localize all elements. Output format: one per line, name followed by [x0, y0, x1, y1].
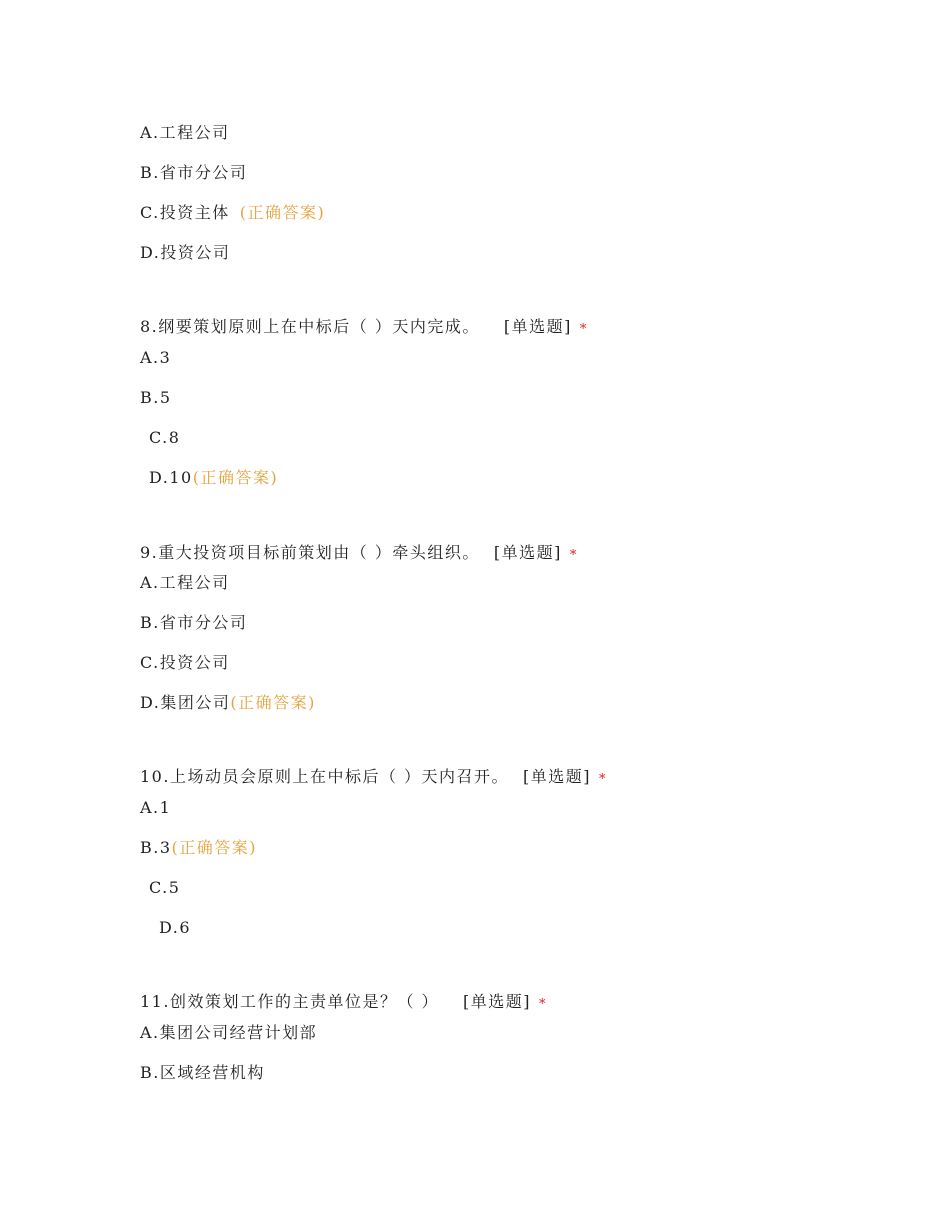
option-q10-d: D.6: [159, 918, 192, 937]
option-q10-c: C.5: [149, 878, 181, 897]
question-9-title: 9.重大投资项目标前策划由（ ）牵头组织。 [单选题] *: [140, 543, 578, 563]
question-type-tag: [单选题]: [523, 767, 592, 786]
option-q9-c: C.投资公司: [140, 653, 230, 672]
option-q7-c: C.投资主体 (正确答案): [140, 203, 326, 222]
option-q11-a: A.集团公司经营计划部: [140, 1023, 318, 1042]
option-q7-a: A.工程公司: [140, 123, 230, 142]
question-10-title: 10.上场动员会原则上在中标后（ ）天内召开。 [单选题] *: [140, 767, 608, 787]
required-star: *: [569, 548, 578, 563]
correct-answer-badge: (正确答案): [239, 203, 326, 222]
required-star: *: [539, 997, 548, 1012]
question-8-title: 8.纲要策划原则上在中标后（ ）天内完成。 [单选题] *: [140, 317, 588, 337]
option-q9-b: B.省市分公司: [140, 613, 248, 632]
correct-answer-badge: (正确答案): [230, 693, 316, 712]
option-q10-a: A.1: [140, 798, 172, 817]
option-q11-b: B.区域经营机构: [140, 1063, 265, 1082]
correct-answer-badge: (正确答案): [171, 838, 258, 857]
correct-answer-badge: (正确答案): [192, 468, 279, 487]
required-star: *: [579, 322, 588, 337]
option-q9-a: A.工程公司: [140, 573, 230, 592]
required-star: *: [599, 772, 608, 787]
question-type-tag: [单选题]: [493, 543, 562, 562]
option-q10-b: B.3(正确答案): [140, 838, 258, 857]
question-11-title: 11.创效策划工作的主责单位是？（ ） [单选题] *: [140, 992, 548, 1012]
option-q9-d: D.集团公司(正确答案): [140, 693, 316, 712]
option-q8-d: D.10(正确答案): [149, 468, 279, 487]
option-q7-d: D.投资公司: [140, 243, 231, 262]
question-type-tag: [单选题]: [503, 317, 572, 336]
question-type-tag: [单选题]: [463, 992, 532, 1011]
option-q8-b: B.5: [140, 388, 172, 407]
option-q8-a: A.3: [140, 348, 172, 367]
option-q8-c: C.8: [149, 428, 181, 447]
option-q7-b: B.省市分公司: [140, 163, 248, 182]
